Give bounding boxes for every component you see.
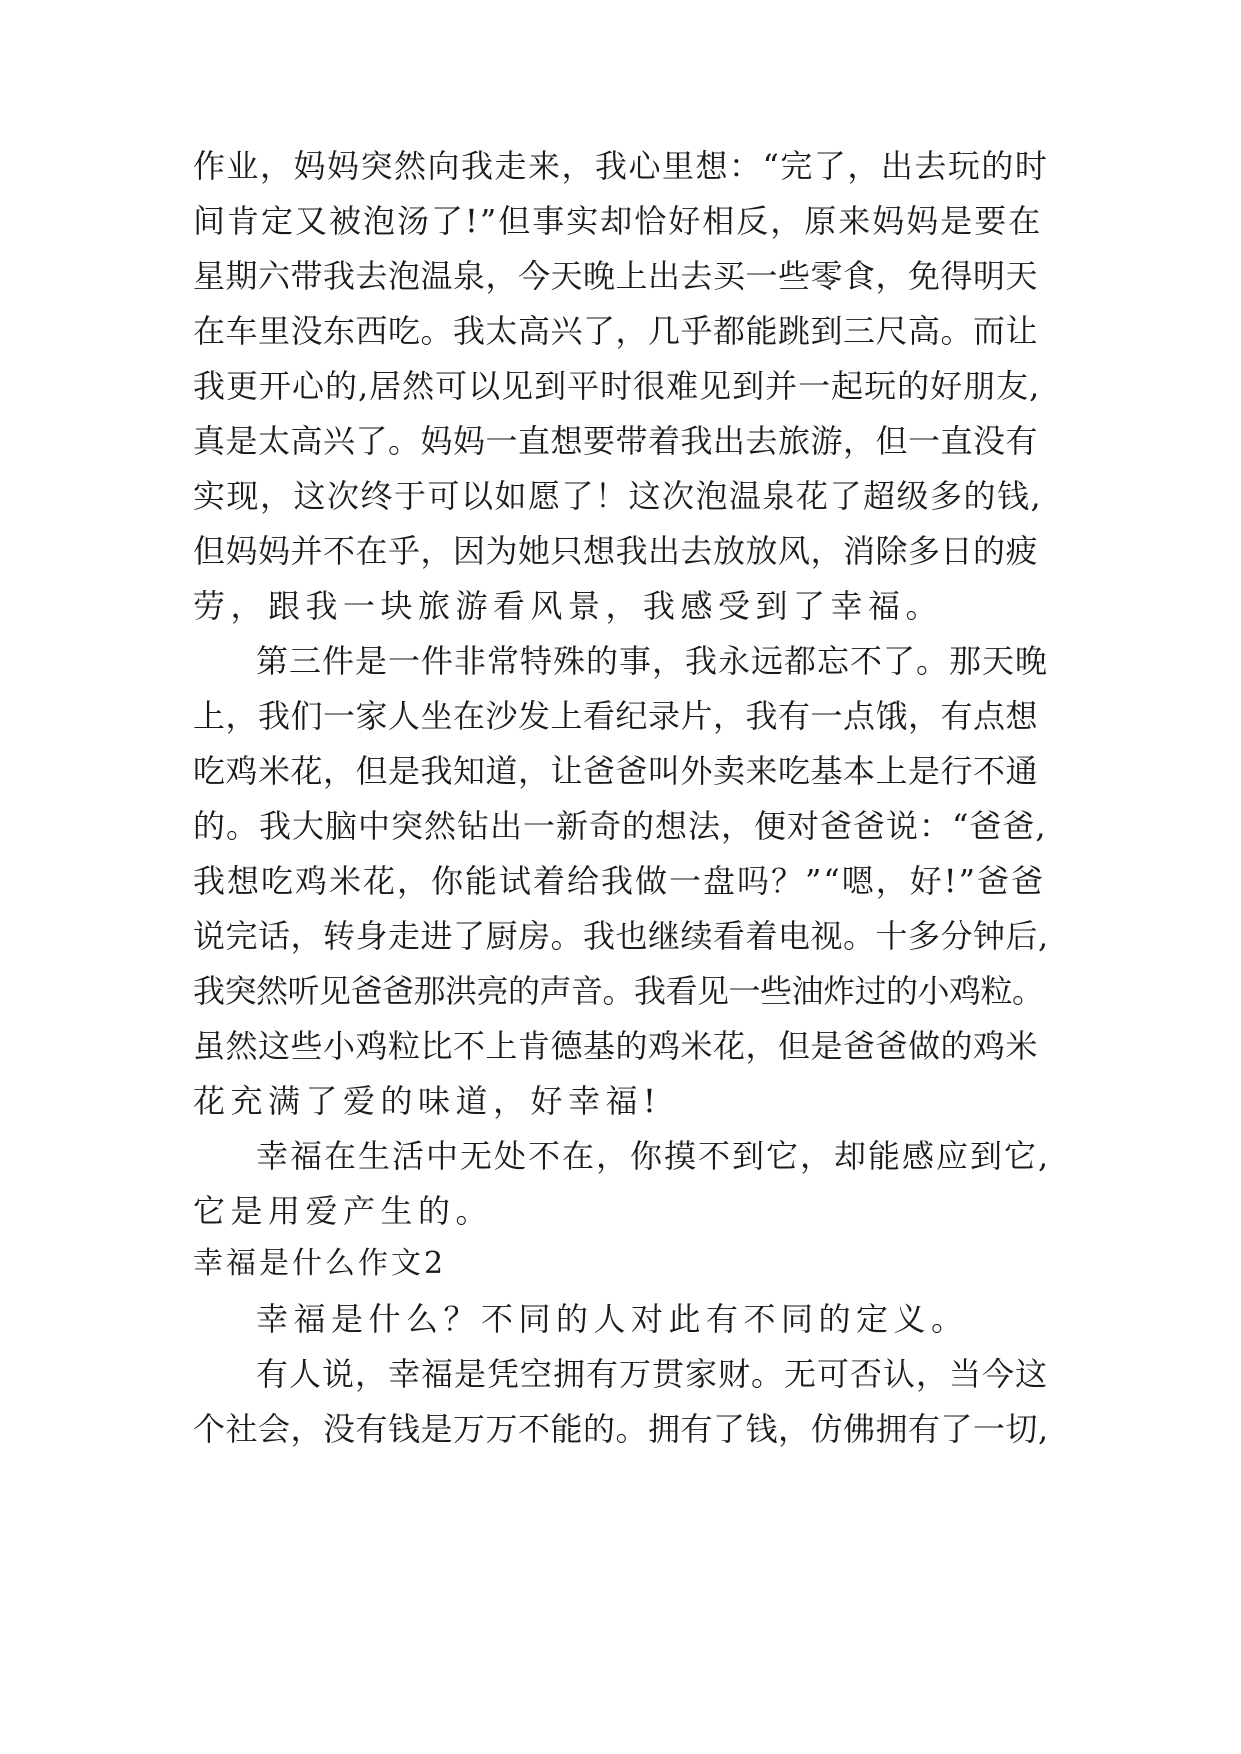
paragraph-start-line: 幸福是什么？不同的人对此有不同的定义。 (256, 1300, 969, 1338)
text-line: 它是用爱产生的。 (193, 1192, 494, 1230)
text-line: 上，我们一家人坐在沙发上看纪录片，我有一点饿，有点想 (193, 697, 1039, 735)
text-line: 虽然这些小鸡粒比不上肯德基的鸡米花，但是爸爸做的鸡米 (193, 1027, 1039, 1065)
text-line: 真是太高兴了。妈妈一直想要带着我出去旅游，但一直没有 (193, 422, 1039, 460)
text-line: 我想吃鸡米花，你能试着给我做一盘吗？”“嗯，好!”爸爸 (193, 862, 1045, 900)
paragraph-start-line: 第三件是一件非常特殊的事，我永远都忘不了。那天晚 (256, 642, 1049, 680)
text-line: 说完话，转身走进了厨房。我也继续看着电视。十多分钟后, (193, 917, 1049, 955)
text-line: 的。我大脑中突然钻出一新奇的想法，便对爸爸说：“爸爸, (193, 807, 1047, 845)
section-heading: 幸福是什么作文2 (193, 1246, 447, 1281)
text-line: 花充满了爱的味道，好幸福! (193, 1082, 662, 1120)
text-line: 吃鸡米花，但是我知道，让爸爸叫外卖来吃基本上是行不通 (193, 752, 1039, 790)
text-line: 在车里没东西吃。我太高兴了，几乎都能跳到三尺高。而让 (193, 312, 1039, 350)
text-line: 作业，妈妈突然向我走来，我心里想：“完了，出去玩的时 (193, 147, 1049, 185)
text-line: 间肯定又被泡汤了!”但事实却恰好相反，原来妈妈是要在 (193, 202, 1043, 240)
text-line: 实现，这次终于可以如愿了！这次泡温泉花了超级多的钱, (193, 477, 1043, 515)
text-line: 但妈妈并不在乎，因为她只想我出去放放风，消除多日的疲 (193, 532, 1039, 570)
text-line: 我更开心的,居然可以见到平时很难见到并一起玩的好朋友, (193, 367, 1041, 405)
paragraph-start-line: 有人说，幸福是凭空拥有万贯家财。无可否认，当今这 (256, 1355, 1049, 1393)
text-line: 个社会，没有钱是万万不能的。拥有了钱，仿佛拥有了一切, (193, 1410, 1049, 1448)
text-line: 劳，跟我一块旅游看风景，我感受到了幸福。 (193, 587, 944, 625)
text-line: 星期六带我去泡温泉，今天晚上出去买一些零食，免得明天 (193, 257, 1039, 295)
text-line: 我突然听见爸爸那洪亮的声音。我看见一些油炸过的小鸡粒。 (193, 972, 1044, 1010)
paragraph-start-line: 幸福在生活中无处不在，你摸不到它，却能感应到它, (256, 1137, 1051, 1175)
